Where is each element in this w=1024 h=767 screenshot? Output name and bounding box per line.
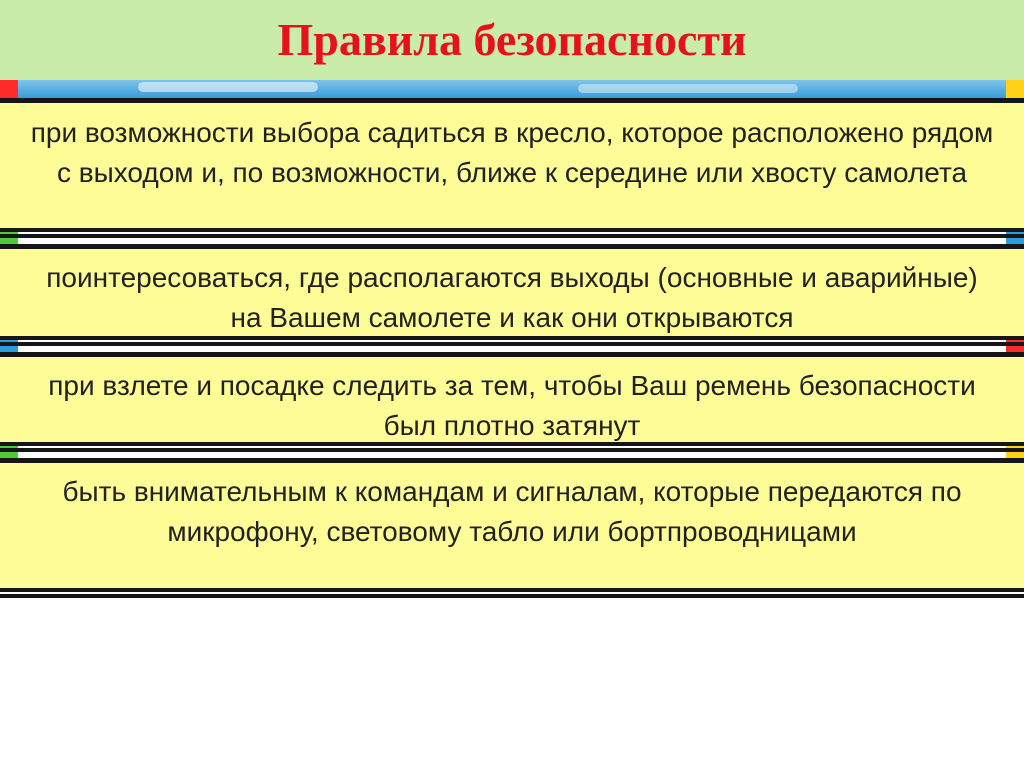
rule-text: поинтересоваться, где располагаются выходы (основные и аварийные) на Вашем самолете и как они открываются — [46, 262, 978, 333]
rule-text: при взлете и посадке следить за тем, чтобы Ваш ремень безопасности был плотно затянут — [48, 370, 976, 441]
slide-title: Правила безопасности — [277, 14, 747, 65]
rule-text: быть внимательным к командам и сигналам, которые передаются по микрофону, световому табло или бортпроводницами — [62, 476, 962, 547]
list-item — [0, 458, 1024, 592]
list-item — [0, 244, 1024, 340]
list-item — [0, 352, 1024, 446]
rule-text: при возможности выбора садиться в кресло, которое расположено рядом с выходом и, по возможности, ближе к середине или хвосту самолета — [30, 117, 994, 188]
list-item — [0, 98, 1024, 232]
